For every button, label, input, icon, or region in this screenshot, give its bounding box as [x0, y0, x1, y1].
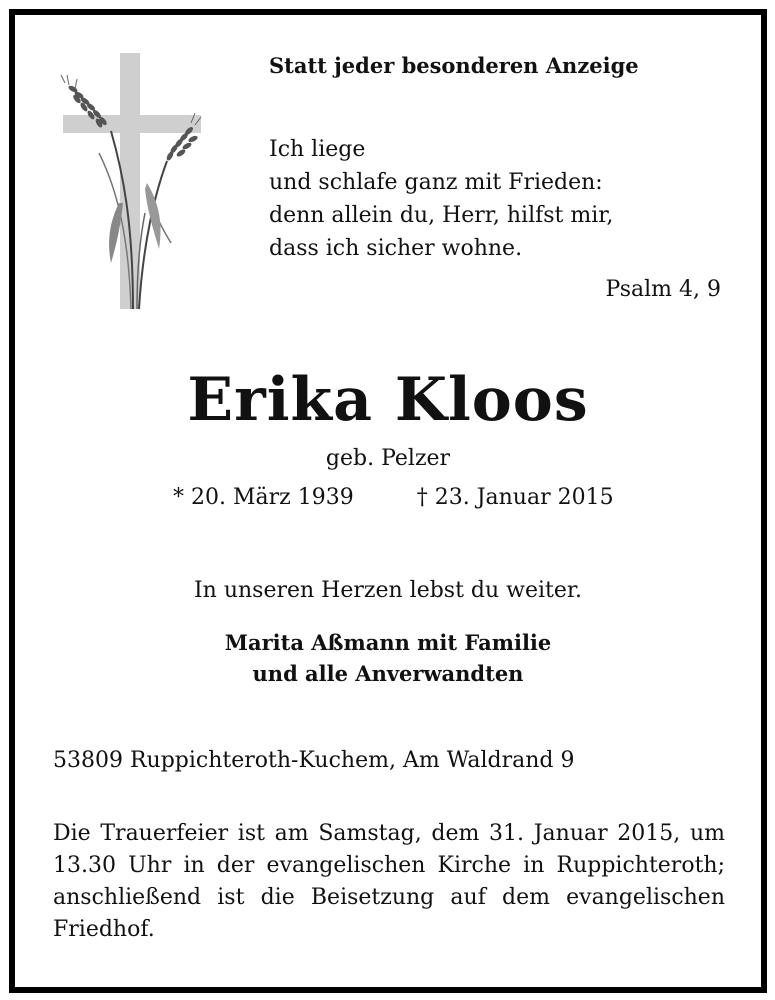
birth-date: * 20. März 1939 — [173, 485, 354, 510]
cross-with-wheat-icon — [59, 53, 209, 313]
verse-reference: Psalm 4, 9 — [605, 277, 721, 302]
obituary-notice — [9, 9, 767, 993]
notice-heading: Statt jeder besonderen Anzeige — [269, 53, 639, 78]
bible-verse — [269, 133, 613, 265]
birth-name: geb. Pelzer — [325, 446, 451, 471]
verse-line: und schlafe ganz mit Frieden: — [269, 170, 603, 195]
mourner-line: und alle Anverwandten — [252, 661, 524, 686]
life-dates — [173, 485, 614, 510]
mourners — [15, 627, 761, 689]
verse-line: Ich liege — [269, 137, 366, 162]
mourner-line: Marita Aßmann mit Familie — [224, 630, 552, 655]
memorial-line: In unseren Herzen lebst du weiter. — [193, 578, 583, 603]
deceased-name: Erika Kloos — [187, 365, 589, 435]
verse-line: denn allein du, Herr, hilfst mir, — [269, 203, 614, 228]
verse-line: dass ich sicher wohne. — [269, 236, 523, 261]
death-date: † 23. Januar 2015 — [416, 485, 614, 510]
address: 53809 Ruppichteroth-Kuchem, Am Waldrand 9 — [53, 748, 575, 773]
ceremony-details: Die Trauerfeier ist am Samstag, dem 31. Januar 2015, um 13.30 Uhr in der evangelischen Kirche in Ruppichteroth; anschließend ist die Beisetzung auf dem evangelischen Friedhof. — [53, 821, 725, 942]
